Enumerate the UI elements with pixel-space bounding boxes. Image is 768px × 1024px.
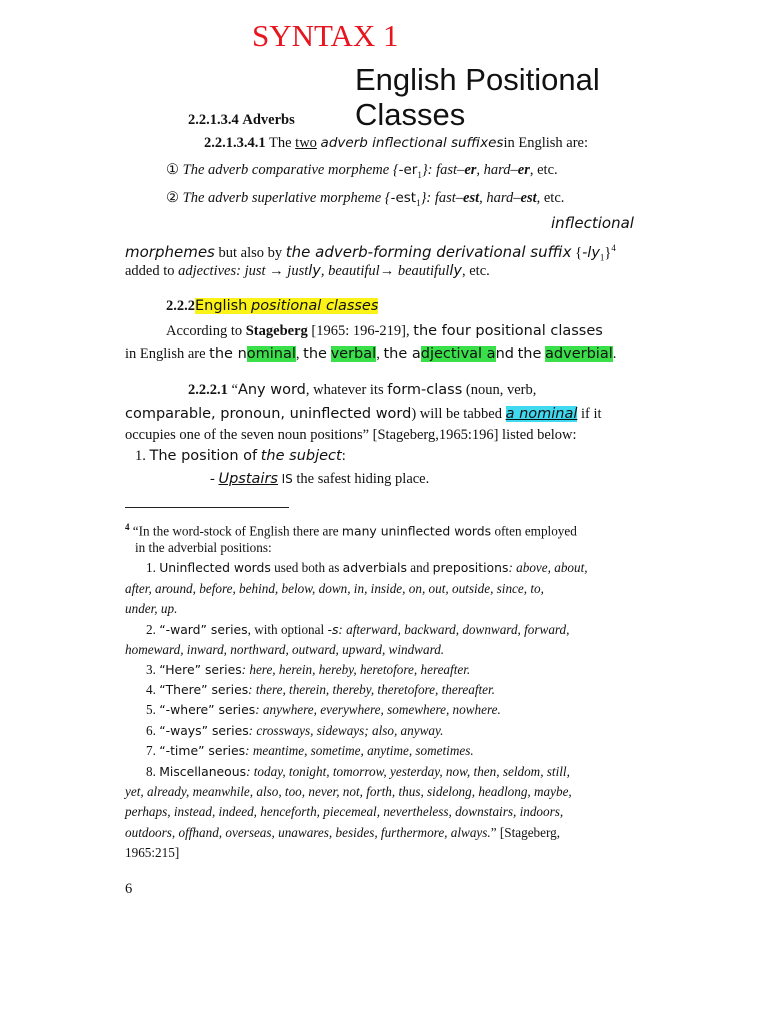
sub: 1 bbox=[416, 197, 421, 208]
text: } bbox=[604, 244, 612, 261]
arrow-icon: → bbox=[379, 263, 395, 279]
text-sans: Any word bbox=[237, 382, 306, 398]
text: , bbox=[376, 346, 380, 362]
text-italic: morphemes bbox=[125, 242, 215, 261]
text-sans: “-ward” series bbox=[159, 622, 248, 637]
sub: 1 bbox=[417, 169, 422, 180]
text: : bbox=[341, 448, 346, 464]
text: , bbox=[295, 346, 300, 362]
text: “ bbox=[231, 382, 238, 398]
list-number: 2. bbox=[146, 622, 156, 637]
text-italic: ly bbox=[308, 263, 321, 279]
arrow-icon: → bbox=[269, 263, 284, 279]
text-sans: adverbials bbox=[342, 560, 407, 575]
suffix: est bbox=[520, 190, 537, 206]
subsection-number: 2.2.1.3.4.1 bbox=[204, 135, 266, 151]
text-italic: : anywhere, everywhere, somewhere, nowhere. bbox=[255, 702, 501, 717]
text: ) will be tabbed bbox=[411, 406, 502, 422]
text-sans: Uninflected words bbox=[159, 560, 271, 575]
text-sans: comparable, pronoun, uninflected word bbox=[125, 406, 412, 422]
list-number: 1. bbox=[135, 448, 146, 464]
text: , hard– bbox=[476, 162, 518, 178]
text: often employed bbox=[494, 523, 577, 539]
code: -ly bbox=[582, 244, 600, 261]
text: used both as bbox=[274, 560, 340, 575]
section-positional-heading bbox=[166, 296, 378, 316]
section-number: 2.2.2.1 bbox=[188, 382, 228, 398]
text-sans: “-where” series bbox=[159, 702, 256, 717]
footnote-item-1-l3: under, up. bbox=[125, 601, 178, 616]
text: }: fast– bbox=[420, 190, 464, 206]
text: added to bbox=[125, 263, 175, 279]
list-number: 1. bbox=[146, 560, 156, 575]
text: in English are bbox=[125, 346, 206, 362]
footnote-item-2-l2: homeward, inward, northward, outward, upward, windward. bbox=[125, 642, 445, 657]
footnote-item-8-l4 bbox=[125, 823, 560, 843]
text-italic: just bbox=[287, 263, 309, 279]
circled-one: ① bbox=[166, 162, 179, 178]
text-italic: : just bbox=[236, 263, 266, 279]
text: , with optional bbox=[247, 622, 325, 637]
footnote-item-2 bbox=[146, 620, 569, 640]
text: [1965: 196-219], bbox=[311, 323, 410, 339]
inflectional-word: inflectional bbox=[551, 214, 634, 232]
text-italic: : here, herein, hereby, heretofore, hereafter. bbox=[241, 662, 471, 677]
text-italic: , beautiful bbox=[320, 263, 380, 279]
highlight-nominal: ominal bbox=[246, 346, 296, 362]
section-number: 2.2.2 bbox=[166, 298, 195, 314]
list-number: 6. bbox=[146, 723, 156, 738]
text: in English are: bbox=[503, 135, 589, 151]
text-italic: : today, tonight, tomorrow, yesterday, now, then, seldom, still, bbox=[246, 764, 570, 779]
highlight-adverbial: adverbial bbox=[545, 346, 613, 362]
footnote-item-3 bbox=[146, 660, 470, 680]
text-italic: adverb inflectional suffixes bbox=[320, 135, 504, 151]
text-italic: beautiful bbox=[397, 263, 450, 279]
upstairs-example bbox=[210, 469, 429, 489]
text-sans: The position of bbox=[149, 448, 258, 464]
footnote-item-6 bbox=[146, 721, 443, 741]
text: The adverb superlative morpheme { bbox=[182, 190, 391, 206]
text-italic: : above, about, bbox=[508, 560, 588, 575]
footnote-item-8 bbox=[146, 762, 570, 782]
text-sans: “There” series bbox=[159, 682, 249, 697]
footnote-item-5 bbox=[146, 700, 501, 720]
classes-line bbox=[125, 344, 616, 364]
suffix: er bbox=[517, 162, 530, 178]
any-word-line bbox=[188, 380, 536, 400]
list-number: 5. bbox=[146, 702, 156, 717]
list-number: 3. bbox=[146, 662, 156, 677]
text: , etc. bbox=[462, 263, 490, 279]
footnote-line2: in the adverbial positions: bbox=[135, 540, 272, 555]
code: -er bbox=[398, 162, 418, 178]
text: , etc. bbox=[536, 190, 565, 206]
list-number: 7. bbox=[146, 743, 156, 758]
doc-title-line2: Classes bbox=[355, 97, 466, 132]
footnote-item-1 bbox=[146, 558, 588, 578]
text-sans: “-ways” series bbox=[159, 723, 249, 738]
superlative-item bbox=[166, 188, 564, 213]
text-sans: many uninflected words bbox=[341, 523, 492, 539]
page-number: 6 bbox=[125, 881, 133, 897]
text-sans: Miscellaneous bbox=[159, 764, 247, 779]
text: { bbox=[575, 244, 583, 261]
text-sans: the four positional classes bbox=[413, 323, 603, 339]
text-sans: the bbox=[517, 346, 542, 362]
text-italic: outdoors, offhand, overseas, unawares, besides, furthermore, always. bbox=[125, 825, 491, 840]
text: . bbox=[612, 346, 617, 362]
text-italic: the adverb-forming derivational suffix bbox=[285, 242, 572, 261]
text-italic: : crossways, sideways; also, anyway. bbox=[248, 723, 444, 738]
text: (noun, verb, bbox=[465, 382, 537, 398]
syntax-title: SYNTAX 1 bbox=[252, 18, 399, 53]
footnote-item-8-l3: perhaps, instead, indeed, henceforth, piecemeal, nevertheless, downstairs, indoors, bbox=[125, 804, 564, 819]
author: Stageberg bbox=[245, 323, 308, 339]
footnote-item-8-l2: yet, already, meanwhile, also, too, never, not, forth, thus, sidelong, headlong, maybe, bbox=[125, 784, 572, 799]
footnote-divider bbox=[125, 507, 289, 508]
text: - bbox=[210, 471, 215, 487]
footnote-item-7 bbox=[146, 741, 474, 761]
text-sans: form-class bbox=[387, 382, 463, 398]
text: , hard– bbox=[479, 190, 521, 206]
text-italic: adjectives bbox=[178, 263, 237, 279]
footnote-marker: 4 bbox=[125, 522, 130, 532]
comparative-item bbox=[166, 160, 558, 185]
heading-text: English bbox=[195, 298, 248, 314]
text-sans: nd bbox=[495, 346, 514, 362]
text-italic: Upstairs bbox=[218, 471, 278, 487]
text-italic: : there, therein, thereby, theretofore, thereafter. bbox=[248, 682, 495, 697]
text: but also by bbox=[218, 244, 283, 261]
text: , etc. bbox=[529, 162, 558, 178]
text: According to bbox=[166, 323, 243, 339]
text-sans: IS bbox=[281, 472, 293, 486]
text-italic: the subject bbox=[260, 448, 342, 464]
text-sans: the bbox=[303, 346, 327, 362]
position-subject-item bbox=[135, 446, 346, 466]
adverb-suffixes-line bbox=[204, 133, 588, 153]
section-adverbs-heading bbox=[188, 110, 295, 130]
footnote-item-4 bbox=[146, 680, 495, 700]
text: the safest hiding place. bbox=[296, 471, 430, 487]
text-sans: “-time” series bbox=[159, 743, 246, 758]
section-title: Adverbs bbox=[242, 112, 295, 128]
heading-text-italic: positional classes bbox=[250, 298, 379, 314]
code: -est bbox=[390, 190, 417, 206]
text-italic: : meantime, sometime, anytime, sometimes. bbox=[245, 743, 474, 758]
footnote-item-8-l5: 1965:215] bbox=[125, 845, 180, 860]
sub: 1 bbox=[599, 252, 605, 263]
text-italic: -s bbox=[327, 622, 339, 637]
text-sans: the a bbox=[383, 346, 421, 362]
added-to-line bbox=[125, 261, 490, 281]
footnote-item-1-l2: after, around, before, behind, below, down, in, inside, on, out, outside, since, to, bbox=[125, 581, 544, 596]
text: , whatever its bbox=[305, 382, 384, 398]
suffix: er bbox=[464, 162, 477, 178]
doc-title-line1: English Positional bbox=[355, 62, 600, 97]
text-sans: prepositions bbox=[432, 560, 509, 575]
text-italic: ly bbox=[449, 263, 462, 279]
text-two: two bbox=[295, 135, 317, 151]
suffix: est bbox=[463, 190, 480, 206]
text-sans: the n bbox=[209, 346, 247, 362]
text-sans: “Here” series bbox=[159, 662, 242, 677]
list-number: 8. bbox=[146, 764, 156, 779]
comparable-line bbox=[125, 404, 602, 424]
occupies-line: occupies one of the seven noun positions” [Stageberg,1965:196] listed below: bbox=[125, 427, 577, 443]
text: The adverb comparative morpheme { bbox=[182, 162, 399, 178]
text: if it bbox=[581, 406, 602, 422]
footnote-ref: 4 bbox=[611, 243, 616, 253]
according-line bbox=[166, 321, 603, 341]
list-number: 4. bbox=[146, 682, 156, 697]
text-italic: : afterward, backward, downward, forward, bbox=[338, 622, 570, 637]
section-number: 2.2.1.3.4 bbox=[188, 112, 239, 128]
text: “In the word-stock of English there are bbox=[132, 523, 339, 539]
text: The bbox=[269, 135, 292, 151]
text: ” [Stageberg, bbox=[490, 825, 561, 840]
text: and bbox=[410, 560, 430, 575]
text: }: fast– bbox=[421, 162, 465, 178]
highlight-a-nominal: a nominal bbox=[505, 406, 578, 422]
highlight-adjectival: djectival a bbox=[420, 346, 496, 362]
highlight-verbal: verbal bbox=[330, 346, 377, 362]
circled-two: ② bbox=[166, 190, 179, 206]
